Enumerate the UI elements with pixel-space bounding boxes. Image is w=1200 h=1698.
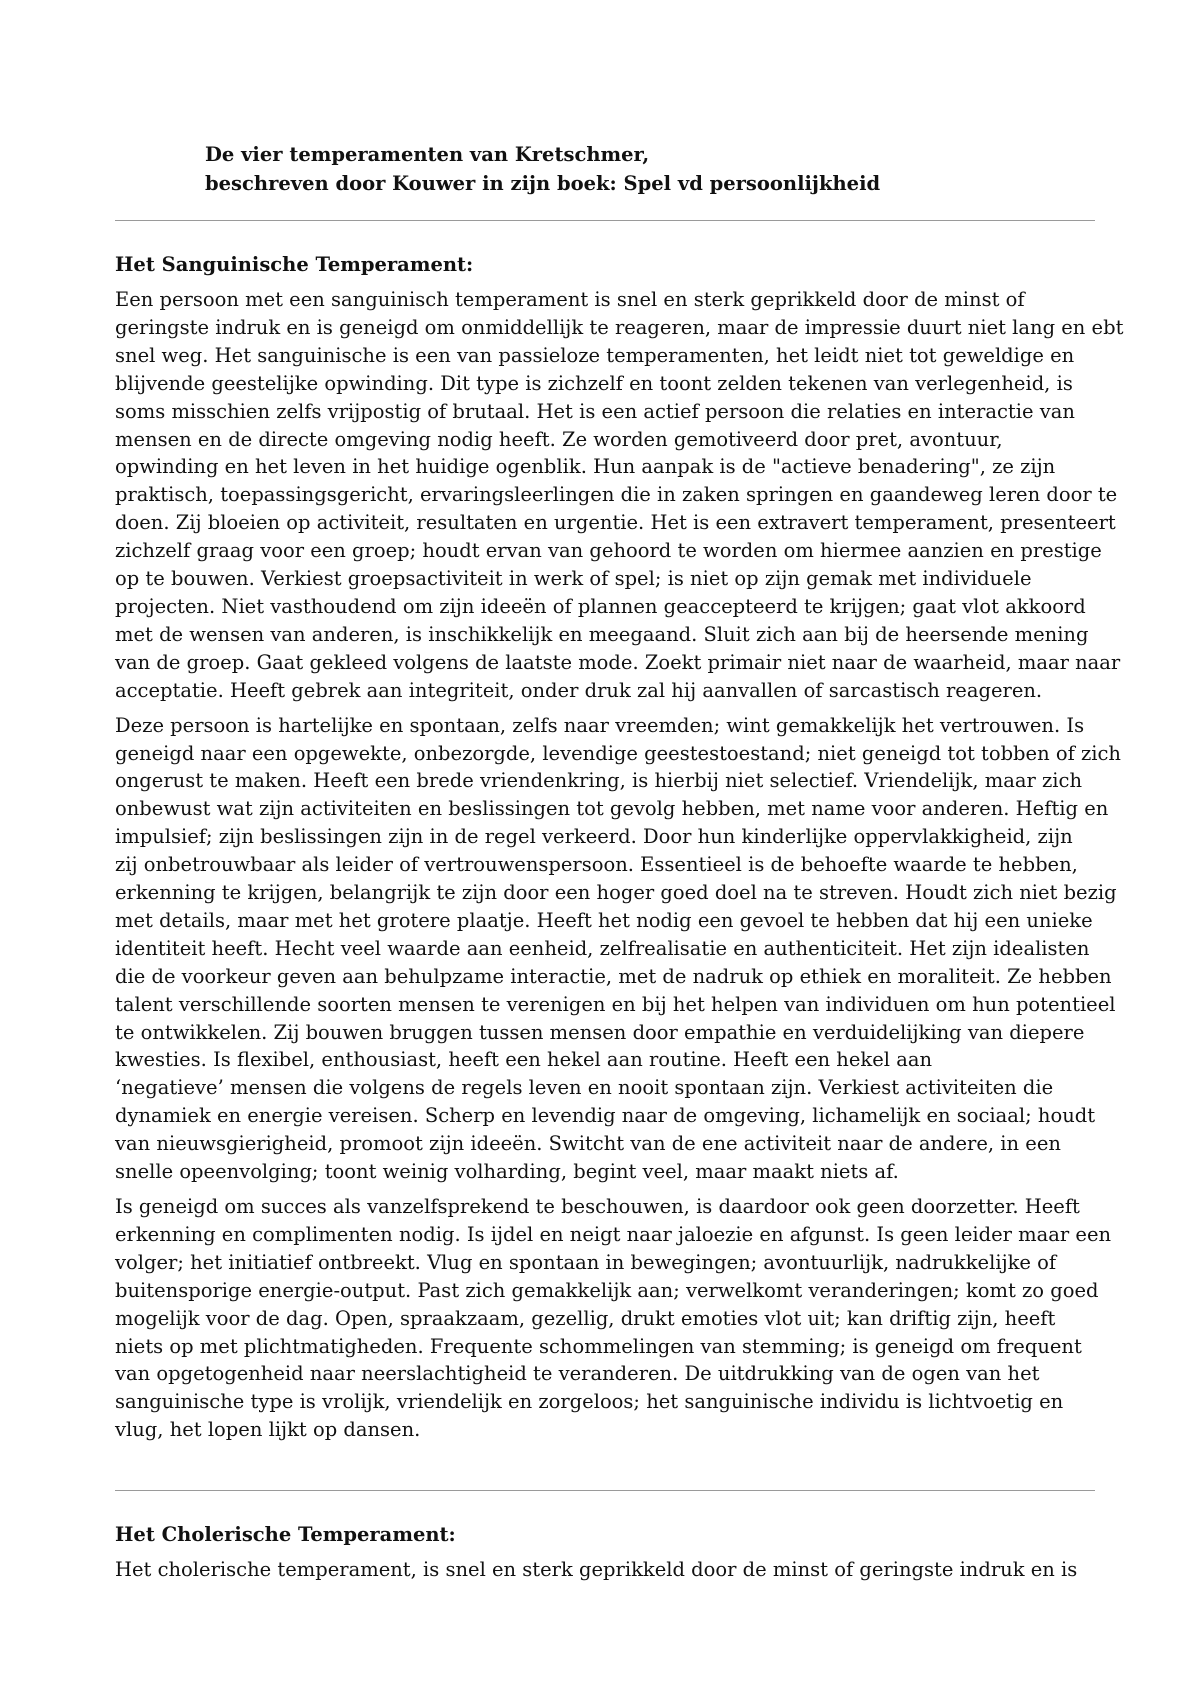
text-line: niets op met plichtmatigheden. Frequente schommelingen van stemming; is geneigd om frequent bbox=[115, 1334, 1082, 1358]
text-line: met details, maar met het grotere plaatje. Heeft het nodig een gevoel te hebben dat hij een unieke bbox=[115, 908, 1093, 932]
section-cholerisch bbox=[115, 1522, 1097, 1591]
text-line: erkenning te krijgen, belangrijk te zijn door een hoger goed doel na te streven. Houdt zich niet bezig bbox=[115, 881, 1117, 905]
section-sanguinisch bbox=[115, 252, 1124, 1451]
text-line: geneigd naar een opgewekte, onbezorgde, levendige geestestoestand; niet geneigd tot tobben of zich bbox=[115, 741, 1121, 765]
text-line: dynamiek en energie vereisen. Scherp en levendig naar de omgeving, lichamelijk en sociaal; houdt bbox=[115, 1104, 1096, 1128]
paragraph-2 bbox=[115, 712, 1121, 1186]
text-line: van nieuwsgierigheid, promoot zijn ideeën. Switcht van de ene activiteit naar de andere, in een bbox=[115, 1132, 1061, 1156]
text-line: acceptatie. Heeft gebrek aan integriteit, onder druk zal hij aanvallen of sarcastisch reageren. bbox=[115, 678, 1043, 702]
text-line: zij onbetrouwbaar als leider of vertrouwenspersoon. Essentieel is de behoefte waarde te hebben, bbox=[115, 853, 1078, 877]
text-line: zichzelf graag voor een groep; houdt ervan van gehoord te worden om hiermee aanzien en prestige bbox=[115, 539, 1102, 563]
text-line: op te bouwen. Verkiest groepsactiviteit in werk of spel; is niet op zijn gemak met individuele bbox=[115, 567, 1032, 591]
text-line: mensen en de directe omgeving nodig heeft. Ze worden gemotiveerd door pret, avontuur, bbox=[115, 427, 1003, 451]
text-line: ‘negatieve’ mensen die volgens de regels leven en nooit spontaan zijn. Verkiest activiteiten die bbox=[115, 1076, 1054, 1100]
text-line: met de wensen van anderen, is inschikkelijk en meegaand. Sluit zich aan bij de heersende mening bbox=[115, 622, 1089, 646]
text-line: van opgetogenheid naar neerslachtigheid te veranderen. De uitdrukking van de ogen van het bbox=[115, 1362, 1040, 1386]
title-line-2: beschreven door Kouwer in zijn boek: Spel vd persoonlijkheid bbox=[205, 172, 881, 195]
text-line: impulsief; zijn beslissingen zijn in de regel verkeerd. Door hun kinderlijke oppervlakkigheid, zijn bbox=[115, 825, 1073, 849]
paragraph-1 bbox=[115, 286, 1124, 705]
paragraph-1 bbox=[115, 1556, 1097, 1584]
text-line: te ontwikkelen. Zij bouwen bruggen tussen mensen door empathie en verduidelijking van diepere bbox=[115, 1020, 1085, 1044]
text-line: projecten. Niet vasthoudend om zijn ideeën of plannen geaccepteerd te krijgen; gaat vlot akkoord bbox=[115, 594, 1086, 618]
text-line: doen. Zij bloeien op activiteit, resultaten en urgentie. Het is een extravert temperament, presenteert bbox=[115, 511, 1116, 535]
paragraph-3 bbox=[115, 1193, 1112, 1444]
text-line: Is geneigd om succes als vanzelfsprekend te beschouwen, is daardoor ook geen doorzetter. Heeft bbox=[115, 1195, 1080, 1218]
text-line: Een persoon met een sanguinisch temperament is snel en sterk geprikkeld door de minst of bbox=[115, 288, 1025, 311]
section-heading: Het Cholerische Temperament: bbox=[115, 1523, 456, 1546]
divider-top bbox=[115, 220, 1095, 221]
text-line: sanguinische type is vrolijk, vriendelijk en zorgeloos; het sanguinische individu is lichtvoetig en bbox=[115, 1390, 1064, 1414]
text-line: snel weg. Het sanguinische is een van passieloze temperamenten, het leidt niet tot geweldige en bbox=[115, 343, 1075, 367]
text-line: mogelijk voor de dag. Open, spraakzaam, gezellig, drukt emoties vlot uit; kan driftig zijn, heeft bbox=[115, 1306, 1056, 1330]
text-line: ongerust te maken. Heeft een brede vriendenkring, is hierbij niet selectief. Vriendelijk, maar zich bbox=[115, 769, 1083, 793]
section-heading: Het Sanguinische Temperament: bbox=[115, 253, 474, 276]
text-line: talent verschillende soorten mensen te verenigen en bij het helpen van individuen om hun potentieel bbox=[115, 992, 1116, 1016]
text-line: Het cholerische temperament, is snel en sterk geprikkeld door de minst of geringste indruk en is bbox=[115, 1558, 1078, 1581]
text-line: identiteit heeft. Hecht veel waarde aan eenheid, zelfrealisatie en authenticiteit. Het zijn idealisten bbox=[115, 936, 1090, 960]
divider-middle bbox=[115, 1490, 1095, 1491]
text-line: snelle opeenvolging; toont weinig volharding, begint veel, maar maakt niets af. bbox=[115, 1160, 899, 1184]
text-line: van de groep. Gaat gekleed volgens de laatste mode. Zoekt primair niet naar de waarheid, maar naar bbox=[115, 650, 1121, 674]
text-line: vlug, het lopen lijkt op dansen. bbox=[115, 1418, 421, 1442]
text-line: volger; het initiatief ontbreekt. Vlug en spontaan in bewegingen; avontuurlijk, nadrukkelijke of bbox=[115, 1250, 1057, 1274]
text-line: opwinding en het leven in het huidige ogenblik. Hun aanpak is de "actieve benadering", ze zijn bbox=[115, 455, 1056, 479]
text-line: geringste indruk en is geneigd om onmiddellijk te reageren, maar de impressie duurt niet lang en ebt bbox=[115, 315, 1124, 339]
text-line: onbewust wat zijn activiteiten en beslissingen tot gevolg hebben, met name voor anderen. Heftig en bbox=[115, 797, 1109, 821]
text-line: soms misschien zelfs vrijpostig of brutaal. Het is een actief persoon die relaties en interactie van bbox=[115, 399, 1075, 423]
text-line: praktisch, toepassingsgericht, ervaringsleerlingen die in zaken springen en gaandeweg leren door te bbox=[115, 483, 1118, 507]
text-line: erkenning en complimenten nodig. Is ijdel en neigt naar jaloezie en afgunst. Is geen leider maar een bbox=[115, 1222, 1112, 1246]
text-line: blijvende geestelijke opwinding. Dit type is zichzelf en toont zelden tekenen van verlegenheid, is bbox=[115, 371, 1073, 395]
title-line-1: De vier temperamenten van Kretschmer, bbox=[205, 143, 650, 166]
text-line: buitensporige energie-output. Past zich gemakkelijk aan; verwelkomt veranderingen; komt zo goed bbox=[115, 1278, 1099, 1302]
text-line: Deze persoon is hartelijke en spontaan, zelfs naar vreemden; wint gemakkelijk het vertrouwen. Is bbox=[115, 713, 1085, 737]
text-line: kwesties. Is flexibel, enthousiast, heeft een hekel aan routine. Heeft een hekel aan bbox=[115, 1048, 933, 1072]
document-title bbox=[205, 140, 880, 198]
text-line: die de voorkeur geven aan behulpzame interactie, met de nadruk op ethiek en moraliteit. Ze hebben bbox=[115, 964, 1112, 988]
